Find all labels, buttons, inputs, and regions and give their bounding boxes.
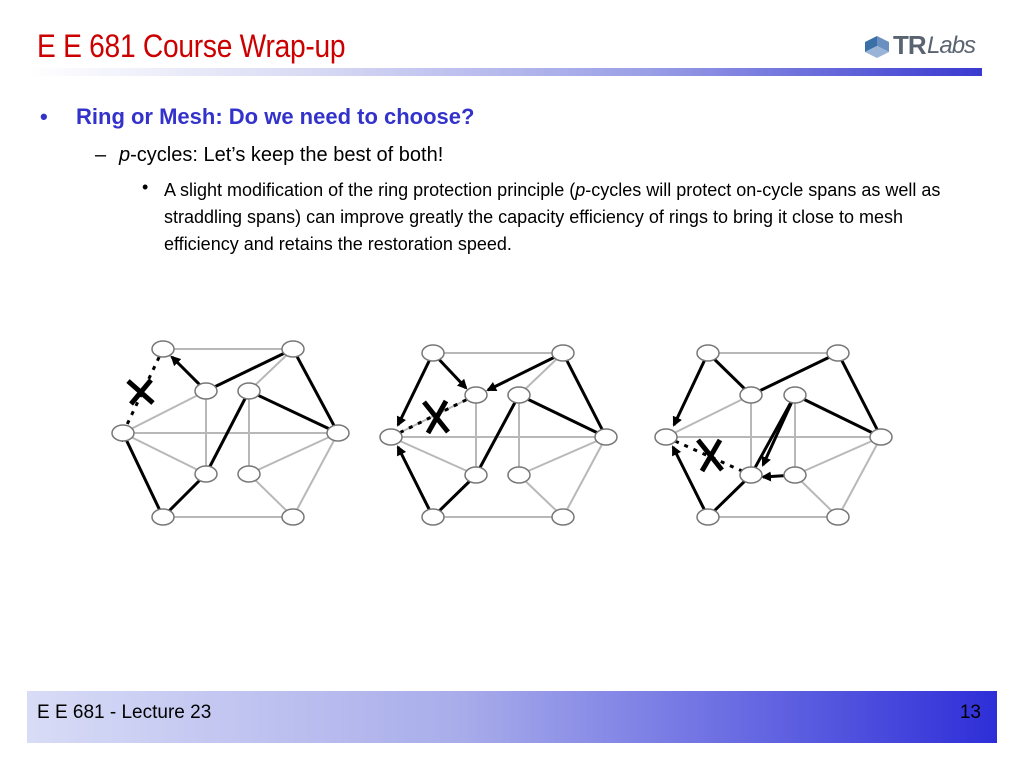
network-diagram-2 (380, 345, 617, 525)
bullet-level3-part1: A slight modification of the ring protection principle ( (164, 180, 576, 200)
logo-text-labs: Labs (927, 32, 976, 59)
p-italic: p (575, 180, 586, 200)
logo-text-tr: TR (893, 30, 926, 60)
p-italic: p (119, 144, 131, 166)
bullet-level2-rest: -cycles: Let’s keep the best of both! (130, 144, 444, 166)
bullet-level1-text: Ring or Mesh: Do we need to choose? (76, 104, 475, 129)
slide-footer (27, 691, 997, 743)
bullet-dot: • (40, 104, 48, 129)
slide-number: 13 (959, 702, 981, 723)
footer-lecture-label: E E 681 - Lecture 23 (37, 702, 212, 723)
network-diagram-3 (655, 345, 892, 525)
bullet-dot: • (142, 177, 149, 197)
bullet-level3-part2: -cycles will protect on-cycle spans as well as straddling spans) can improve greatly the capacity efficiency of rings to bring it close to mesh efficiency and retains the restoration speed. (164, 180, 941, 254)
bullet-dash: – (95, 144, 107, 166)
slide-title: E E 681 Course Wrap-up (37, 28, 346, 64)
network-diagram-1 (112, 341, 349, 525)
